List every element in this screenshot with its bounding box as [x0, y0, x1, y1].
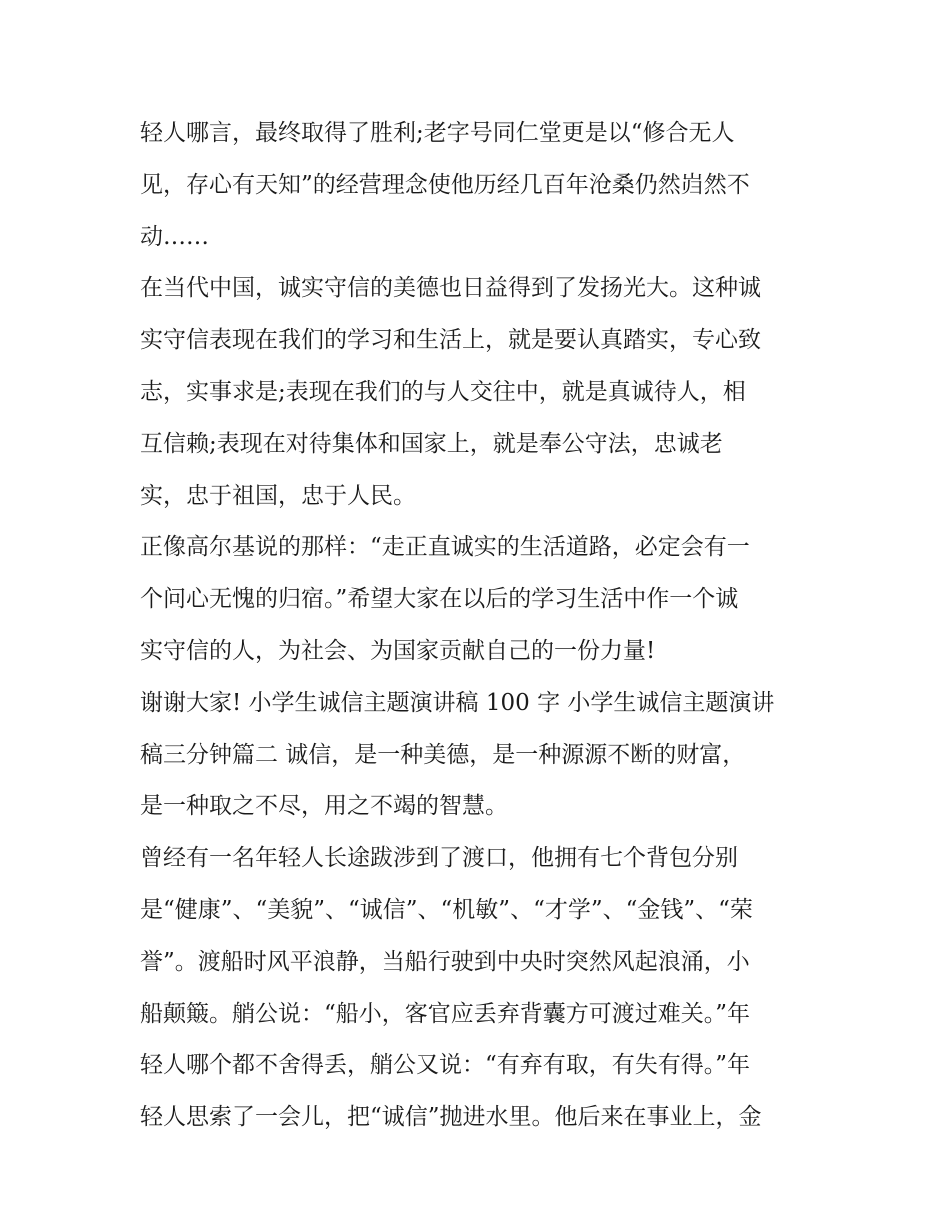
text-line: 轻人哪言，最终取得了胜利;老字号同仁堂更是以“修合无人 — [140, 120, 735, 146]
text-line: 见，存心有天知”的经营理念使他历经几百年沧桑仍然岿然不 — [140, 171, 750, 198]
body-text — [140, 108, 820, 1144]
text-line: 曾经有一名年轻人长途跋涉到了渡口，他拥有七个背包分别 — [140, 845, 738, 872]
text-line: 谢谢大家! 小学生诚信主题演讲稿 100 字 小学生诚信主题演讲 — [140, 689, 775, 716]
text-line: 互信赖;表现在对待集体和国家上，就是奉公守法，忠诚老 — [140, 430, 723, 457]
text-line: 实守信表现在我们的学习和生活上，就是要认真踏实，专心致 — [140, 327, 761, 354]
text-line: 在当代中国，诚实守信的美德也日益得到了发扬光大。这种诚 — [140, 275, 761, 302]
text-line: 实，忠于祖国，忠于人民。 — [140, 482, 416, 509]
text-line: 是一种取之不尽，用之不竭的智慧。 — [140, 793, 508, 820]
text-line: 轻人思索了一会儿，把“诚信”抛进水里。他后来在事业上，金 — [140, 1104, 762, 1131]
text-line: 誉”。渡船时风平浪静，当船行驶到中央时突然风起浪涌，小 — [140, 948, 750, 975]
text-line: 动…… — [140, 223, 209, 250]
text-line: 志，实事求是;表现在我们的与人交往中，就是真诚待人，相 — [140, 378, 746, 405]
text-line: 是“健康”、“美貌”、“诚信”、“机敏”、“才学”、“金钱”、“荣 — [140, 896, 753, 923]
text-line: 个问心无愧的归宿。”希望大家在以后的学习生活中作一个诚 — [140, 586, 739, 613]
text-line: 船颠簸。艄公说：“船小，客官应丢弃背囊方可渡过难关。”年 — [140, 1000, 751, 1027]
text-line: 实守信的人，为社会、为国家贡献自己的一份力量! — [140, 637, 656, 664]
text-line: 正像高尔基说的那样：“走正直诚实的生活道路，必定会有一 — [140, 534, 750, 561]
text-line: 稿三分钟篇二 诚信，是一种美德，是一种源源不断的财富， — [140, 741, 746, 768]
text-line: 轻人哪个都不舍得丢，艄公又说：“有弃有取，有失有得。”年 — [140, 1052, 751, 1079]
